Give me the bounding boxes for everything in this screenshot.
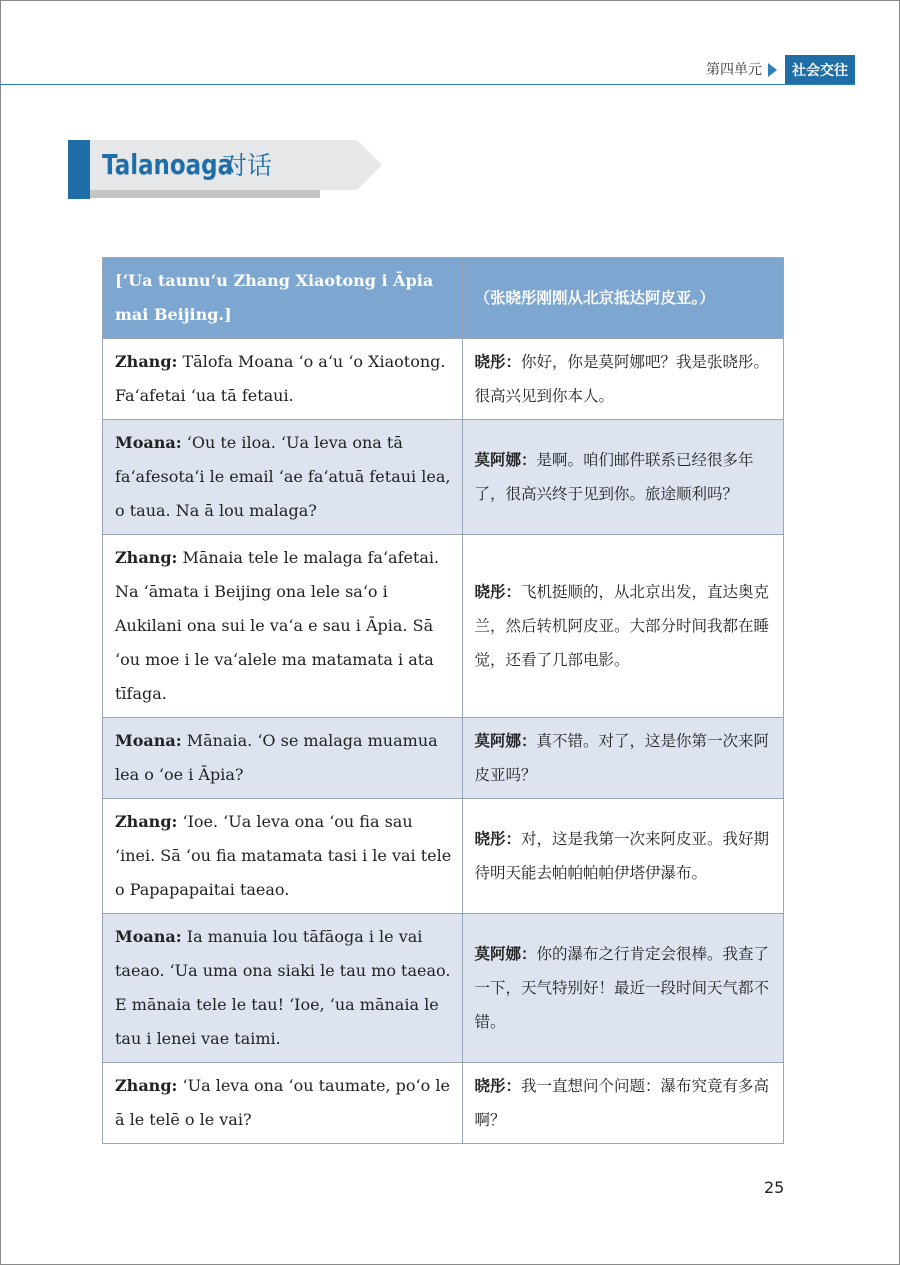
- line-text: 是啊。咱们邮件联系已经很多年了，很高兴终于见到你。旅途顺利吗？: [474, 451, 754, 503]
- speaker-name: 莫阿娜：: [474, 731, 537, 750]
- chinese-line: [462, 914, 783, 1063]
- page-number: 25: [764, 1178, 785, 1197]
- line-text: 飞机挺顺的，从北京出发，直达奥克兰，然后转机阿皮亚。大部分时间我都在睡觉，还看了几部电影。: [474, 583, 770, 669]
- table-row: [103, 914, 784, 1063]
- speaker-name: Moana:: [115, 927, 182, 946]
- line-text: 我一直想问个问题：瀑布究竟有多高啊？: [474, 1077, 770, 1129]
- samoan-line: [103, 718, 463, 799]
- chinese-line: [462, 339, 783, 420]
- samoan-line: [103, 914, 463, 1063]
- chinese-line: [462, 799, 783, 914]
- samoan-line: [103, 535, 463, 718]
- dialogue-table: [102, 257, 784, 1144]
- chinese-line: [462, 718, 783, 799]
- speaker-name: 晓彤：: [474, 582, 522, 601]
- samoan-line: [103, 799, 463, 914]
- line-text: ‘Ioe. ‘Ua leva ona ‘ou fia sau ‘inei. Sā ‘ou fia matamata tasi i le vai tele o Papapapaitai taeao.: [115, 812, 452, 899]
- line-text: ‘Ou te iloa. ‘Ua leva ona tā fa‘afesota‘i le email ‘ae fa‘atuā fetaui lea, o taua. Na ā lou malaga?: [115, 433, 451, 520]
- play-arrow-icon: [768, 63, 777, 77]
- table-row: [103, 799, 784, 914]
- table-row: [103, 339, 784, 420]
- line-text: 对，这是我第一次来阿皮亚。我好期待明天能去帕帕帕帕伊塔伊瀑布。: [474, 830, 770, 882]
- speaker-name: 莫阿娜：: [474, 944, 537, 963]
- speaker-name: Zhang:: [115, 548, 178, 567]
- chinese-line: [462, 1063, 783, 1144]
- table-row: [103, 1063, 784, 1144]
- speaker-name: 晓彤：: [474, 829, 522, 848]
- samoan-line: [103, 339, 463, 420]
- line-text: 你的瀑布之行肯定会很棒。我查了一下，天气特别好！最近一段时间天气都不错。: [474, 945, 770, 1031]
- line-text: 你好，你是莫阿娜吧？我是张晓彤。很高兴见到你本人。: [474, 353, 770, 405]
- line-text: 真不错。对了，这是你第一次来阿皮亚吗？: [474, 732, 770, 784]
- section-title-samoan: Talanoaga: [102, 148, 234, 181]
- section-title-chinese: 对话: [222, 151, 273, 180]
- intro-samoan: [‘Ua taunu‘u Zhang Xiaotong i Āpia mai Beijing.]: [103, 258, 463, 339]
- unit-label: 第四单元: [706, 62, 762, 78]
- speaker-name: Zhang:: [115, 1076, 178, 1095]
- line-text: Mānaia tele le malaga fa‘afetai. Na ‘āmata i Beijing ona lele sa‘o i Aukilani ona sui le va‘a e sau i Āpia. Sā ‘ou moe i le va‘alele ma matamata i ata tīfaga.: [115, 548, 440, 703]
- chinese-line: [462, 420, 783, 535]
- table-row: [103, 718, 784, 799]
- header-rule: [0, 84, 855, 85]
- title-accent-stripe: [68, 140, 90, 199]
- table-row: [103, 420, 784, 535]
- table-header-row: [103, 258, 784, 339]
- section-title: [102, 146, 272, 182]
- speaker-name: 晓彤：: [474, 352, 522, 371]
- chinese-line: [462, 535, 783, 718]
- line-text: Ia manuia lou tāfāoga i le vai taeao. ‘Ua uma ona siaki le tau mo taeao. E mānaia tele le tau! ‘Ioe, ‘ua mānaia le tau i lenei vae taimi.: [115, 927, 451, 1048]
- speaker-name: 莫阿娜：: [474, 450, 537, 469]
- section-tab: 社会交往: [785, 55, 855, 84]
- samoan-line: [103, 1063, 463, 1144]
- speaker-name: 晓彤：: [474, 1076, 522, 1095]
- speaker-name: Moana:: [115, 731, 182, 750]
- speaker-name: Zhang:: [115, 812, 178, 831]
- table-row: [103, 535, 784, 718]
- speaker-name: Moana:: [115, 433, 182, 452]
- line-text: Tālofa Moana ‘o a‘u ‘o Xiaotong. Fa‘afetai ‘ua tā fetaui.: [115, 352, 446, 405]
- intro-chinese: （张晓彤刚刚从北京抵达阿皮亚。）: [462, 258, 783, 339]
- line-text: ‘Ua leva ona ‘ou taumate, po‘o le ā le telē o le vai?: [115, 1076, 450, 1129]
- line-text: Mānaia. ‘O se malaga muamua lea o ‘oe i Āpia?: [115, 731, 438, 784]
- speaker-name: Zhang:: [115, 352, 178, 371]
- samoan-line: [103, 420, 463, 535]
